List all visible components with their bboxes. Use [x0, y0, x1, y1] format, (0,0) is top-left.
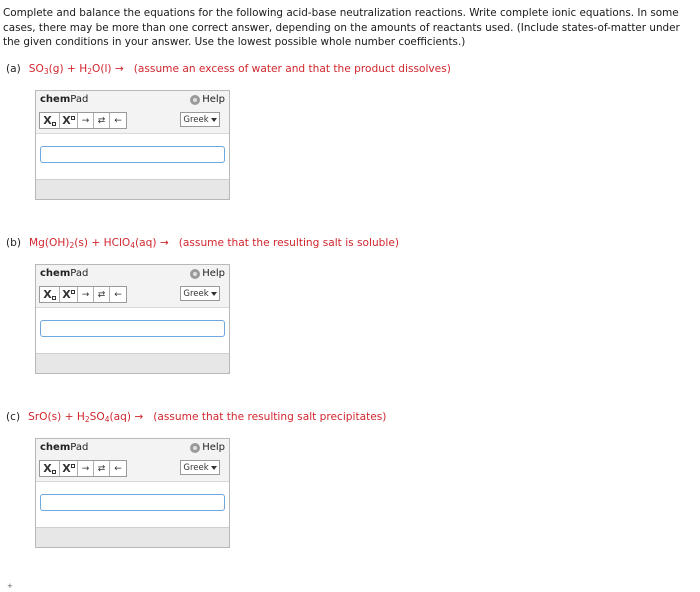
instructions-text: Complete and balance the equations for the following acid-base neutralization reactions. Write complete ionic equations. In some cases, there may be more than one correct answer, depending on the amounts of reactants used. (Include states-of-matter under the given conditions in your answer. Use the lowest possible whole number coefficients.)	[3, 7, 680, 48]
caret-down-icon	[211, 118, 217, 122]
format-tools	[39, 112, 127, 129]
chempad-footer	[36, 353, 229, 373]
help-button[interactable]: Help	[190, 268, 225, 279]
superscript-button[interactable]: X	[60, 287, 78, 302]
part-c-equation: $SrO(s) + H_2SO_4(aq)$ →	[28, 411, 144, 424]
answer-input-c[interactable]	[40, 494, 225, 511]
greek-dropdown[interactable]: Greek	[180, 286, 220, 301]
chempad-header	[36, 439, 229, 455]
help-button[interactable]: Help	[190, 442, 225, 453]
chempad-b	[35, 264, 230, 374]
equilibrium-arrow-button[interactable]: ⇄	[94, 113, 110, 128]
part-a-question	[6, 63, 451, 75]
part-b-question	[6, 237, 399, 249]
reverse-arrow-button[interactable]: ←	[114, 289, 122, 300]
part-c-question	[6, 411, 386, 423]
help-button[interactable]: Help	[190, 94, 225, 105]
chempad-toolbar	[36, 107, 229, 133]
part-a-equation: $SO_3(g) + H_2O(l)$ →	[28, 63, 124, 76]
caret-down-icon	[211, 466, 217, 470]
help-icon	[190, 95, 200, 105]
answer-input-a[interactable]	[40, 146, 225, 163]
arrow-button[interactable]: →	[78, 113, 94, 128]
chempad-footer	[36, 527, 229, 547]
chempad-footer	[36, 179, 229, 199]
superscript-button[interactable]: X	[60, 461, 78, 476]
help-icon	[190, 269, 200, 279]
greek-dropdown[interactable]: Greek	[180, 112, 220, 127]
subscript-button[interactable]: X	[40, 287, 60, 302]
chempad-title: chemPad	[40, 442, 89, 453]
part-c-note: (assume that the resulting salt precipitates)	[153, 411, 387, 423]
chempad-title: chemPad	[40, 94, 89, 105]
arrow-button[interactable]: →	[78, 287, 94, 302]
chempad-toolbar	[36, 281, 229, 307]
part-a-note: (assume an excess of water and that the product dissolves)	[133, 63, 451, 75]
greek-dropdown[interactable]: Greek	[180, 460, 220, 475]
superscript-button[interactable]: X	[60, 113, 78, 128]
reverse-arrow-button[interactable]: ←	[114, 115, 122, 126]
chempad-body	[36, 133, 229, 180]
subscript-button[interactable]: X	[40, 461, 60, 476]
equilibrium-arrow-button[interactable]: ⇄	[94, 461, 110, 476]
chempad-toolbar	[36, 455, 229, 481]
chempad-body	[36, 481, 229, 528]
footer-mark: +	[7, 582, 13, 590]
part-c-label: (c)	[6, 411, 21, 423]
caret-down-icon	[211, 292, 217, 296]
help-icon	[190, 443, 200, 453]
chempad-body	[36, 307, 229, 354]
part-b-label: (b)	[6, 237, 21, 249]
part-b-equation: $Mg(OH)_2(s)$ + HClO$_4$(aq) →	[29, 237, 169, 250]
arrow-button[interactable]: →	[78, 461, 94, 476]
reverse-arrow-button[interactable]: ←	[114, 463, 122, 474]
part-b-note: (assume that the resulting salt is soluble)	[178, 237, 399, 249]
chempad-a	[35, 90, 230, 200]
chempad-header	[36, 265, 229, 281]
answer-input-b[interactable]	[40, 320, 225, 337]
equilibrium-arrow-button[interactable]: ⇄	[94, 287, 110, 302]
chempad-c	[35, 438, 230, 548]
chempad-title: chemPad	[40, 268, 89, 279]
format-tools	[39, 286, 127, 303]
chempad-header	[36, 91, 229, 107]
subscript-button[interactable]: X	[40, 113, 60, 128]
format-tools	[39, 460, 127, 477]
part-a-label: (a)	[6, 63, 21, 75]
